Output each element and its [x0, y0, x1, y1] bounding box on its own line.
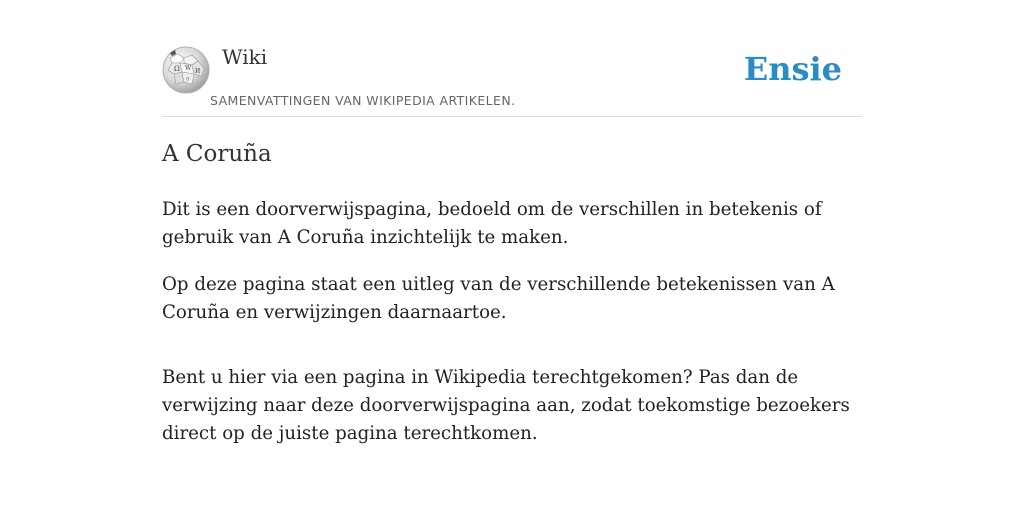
wikipedia-globe-icon[interactable]: [162, 46, 210, 94]
svg-text:ウ: ウ: [185, 77, 191, 83]
site-header: [162, 40, 862, 117]
article-paragraph: Bent u hier via een pagina in Wikipedia terechtgekomen? Pas dan de verwijzing naar deze doorverwijspagina aan, zodat toekomstige bezoekers direct op de juiste pagina terechtkomen.: [162, 367, 850, 444]
site-logo-link[interactable]: Ensie: [743, 50, 842, 88]
article-content: [162, 138, 862, 467]
svg-text:Ω: Ω: [174, 65, 180, 73]
svg-text:W: W: [185, 65, 192, 72]
svg-text:И: И: [195, 68, 201, 75]
site-tagline: SAMENVATTINGEN VAN WIKIPEDIA ARTIKELEN.: [210, 93, 516, 108]
article-title: A Coruña: [162, 141, 272, 167]
article-paragraph: Op deze pagina staat een uitleg van de verschillende betekenissen van A Coruña en verwijzingen daarnaartoe.: [162, 274, 835, 323]
article-paragraph: Dit is een doorverwijspagina, bedoeld om de verschillen in betekenis of gebruik van A Coruña inzichtelijk te maken.: [162, 199, 822, 248]
brand-name[interactable]: Wiki: [222, 45, 268, 69]
